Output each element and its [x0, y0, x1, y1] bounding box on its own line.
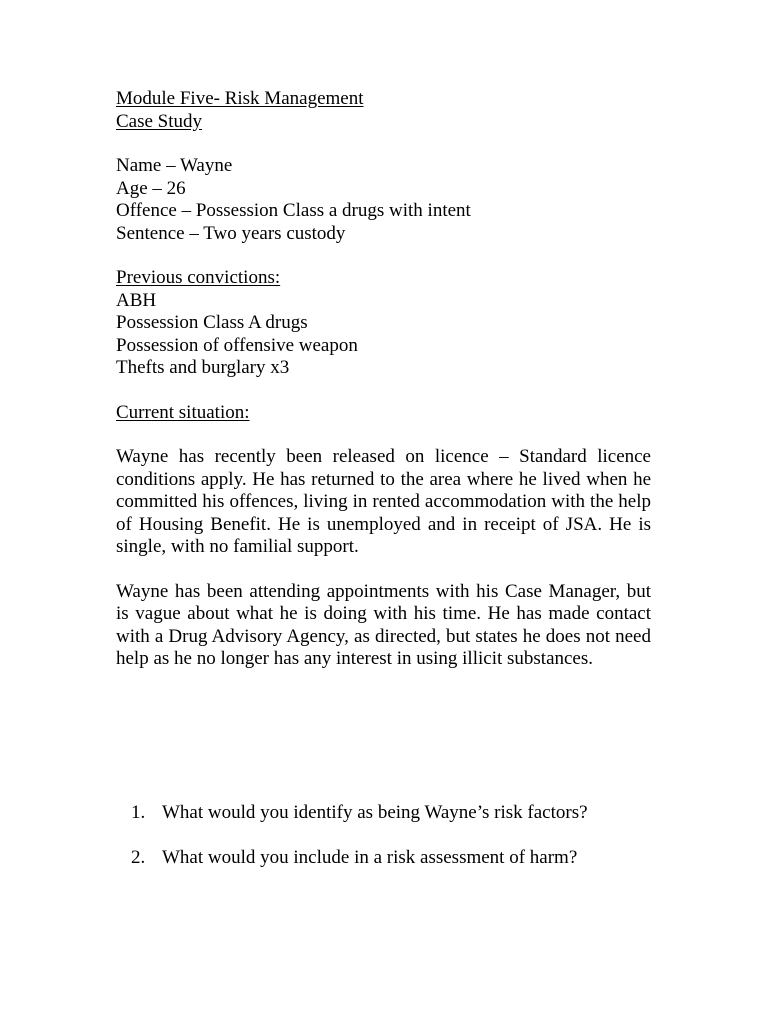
conviction-item: Possession Class A drugs [116, 312, 308, 333]
situation-paragraph: Wayne has been attending appointments with his Case Manager, but is vague about what he is doing with his time. He has made contact with a Drug Advisory Agency, as directed, but states he does not need help as he no longer has any interest in using illicit substances. [116, 580, 651, 669]
conviction-item: ABH [116, 289, 157, 311]
situation-paragraph: Wayne has recently been released on licence – Standard licence conditions apply. He has returned to the area where he lived when he committed his offences, living in rented accommodation with the help of Housing Benefit. He is unemployed and in receipt of JSA. He is single, with no familial support. [116, 446, 651, 557]
profile-name: Name – Wayne [116, 155, 233, 176]
convictions-heading: Previous convictions: [116, 267, 281, 288]
spacer [116, 559, 651, 581]
spacer [116, 424, 651, 446]
spacer [116, 133, 651, 155]
question-list [116, 802, 676, 869]
question-text: What would you include in a risk assessment of harm? [162, 846, 578, 868]
document-body [116, 88, 651, 671]
profile-sentence: Sentence – Two years custody [116, 222, 346, 244]
question-item [116, 847, 676, 870]
profile-offence: Offence – Possession Class a drugs with intent [116, 200, 471, 221]
spacer [116, 245, 651, 267]
conviction-item: Possession of offensive weapon [116, 334, 358, 356]
situation-heading: Current situation: [116, 401, 250, 423]
document-subtitle: Case Study [116, 110, 203, 132]
question-number: 2. [131, 846, 146, 868]
document-title: Module Five- Risk Management [116, 88, 364, 109]
question-item [116, 802, 676, 825]
question-number: 1. [131, 802, 146, 823]
profile-age: Age – 26 [116, 177, 186, 199]
spacer [116, 380, 651, 402]
conviction-item: Thefts and burglary x3 [116, 357, 290, 378]
question-text: What would you identify as being Wayne’s risk factors? [162, 802, 588, 823]
